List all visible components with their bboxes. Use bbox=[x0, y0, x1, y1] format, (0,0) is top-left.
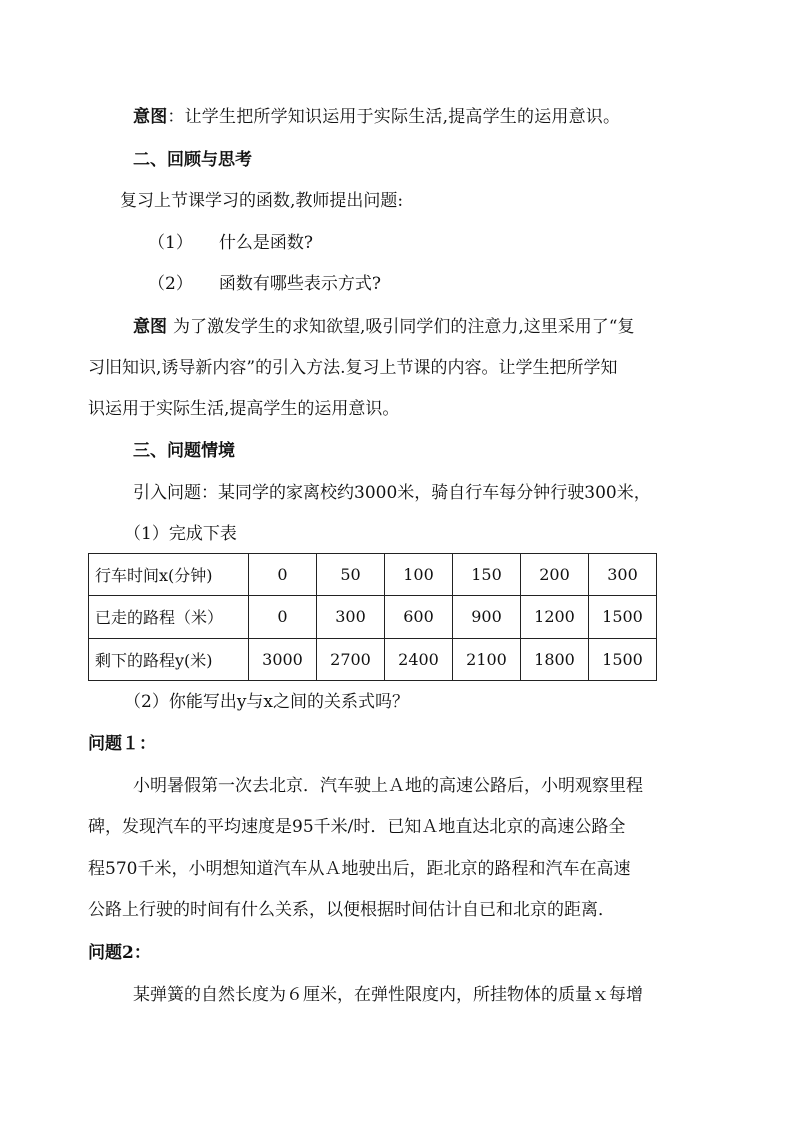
table-cell: 2400 bbox=[385, 638, 453, 680]
table-row-header: 行车时间x(分钟) bbox=[89, 554, 249, 596]
table-cell: 3000 bbox=[249, 638, 317, 680]
table-cell: 300 bbox=[589, 554, 657, 596]
table-row-header: 剩下的路程y(米) bbox=[89, 638, 249, 680]
table-cell: 200 bbox=[521, 554, 589, 596]
review-intro: 复习上节课学习的函数,教师提出问题: bbox=[120, 191, 404, 211]
table-cell: 150 bbox=[453, 554, 521, 596]
intent-paragraph-2-line-3: 识运用于实际生活,提高学生的运用意识。 bbox=[88, 399, 400, 419]
review-item-1 bbox=[148, 233, 313, 253]
table-row bbox=[89, 638, 657, 680]
review-item-number: （2） bbox=[148, 274, 193, 294]
problem-1-line-3: 程570千米，小明想知道汽车从Ａ地驶出后，距北京的路程和汽车在高速 bbox=[88, 859, 631, 879]
review-item-number: （1） bbox=[148, 233, 193, 253]
table-cell: 1800 bbox=[521, 638, 589, 680]
review-item-2 bbox=[148, 274, 381, 294]
table-row bbox=[89, 596, 657, 638]
table-cell: 1500 bbox=[589, 596, 657, 638]
intent-label: 意图 bbox=[133, 107, 168, 127]
review-item-text: 什么是函数? bbox=[218, 233, 313, 253]
table-cell: 600 bbox=[385, 596, 453, 638]
problem-1-title: 问题１： bbox=[88, 734, 156, 754]
table-cell: 1500 bbox=[589, 638, 657, 680]
review-item-text: 函数有哪些表示方式? bbox=[218, 274, 381, 294]
section-heading-problem: 三、问题情境 bbox=[133, 441, 235, 461]
table-cell: 2700 bbox=[317, 638, 385, 680]
problem-2-line-1: 某弹簧的自然长度为６厘米，在弹性限度内，所挂物体的质量ｘ每增 bbox=[133, 985, 643, 1005]
intro-problem-text: 引入问题：某同学的家离校约3000米，骑自行车每分钟行驶300米， bbox=[133, 483, 651, 503]
problem-1-line-1: 小明暑假第一次去北京．汽车驶上Ａ地的高速公路后，小明观察里程 bbox=[133, 776, 643, 796]
table-cell: 1200 bbox=[521, 596, 589, 638]
table-cell: 300 bbox=[317, 596, 385, 638]
problem-2-title: 问题2： bbox=[88, 943, 151, 963]
table-row-header: 已走的路程（米） bbox=[89, 596, 249, 638]
table-row bbox=[89, 554, 657, 596]
table-cell: 100 bbox=[385, 554, 453, 596]
distance-table bbox=[88, 553, 657, 681]
table-cell: 50 bbox=[317, 554, 385, 596]
intent-text: ：让学生把所学知识运用于实际生活,提高学生的运用意识。 bbox=[167, 107, 621, 127]
problem-1-line-2: 碑，发现汽车的平均速度是95千米/时．已知Ａ地直达北京的高速公路全 bbox=[88, 817, 626, 837]
table-cell: 0 bbox=[249, 554, 317, 596]
intent-label: 意图 bbox=[133, 317, 167, 337]
intent-text: 为了激发学生的求知欲望,吸引同学们的注意力,这里采用了“复 bbox=[173, 317, 635, 337]
table-cell: 0 bbox=[249, 596, 317, 638]
problem-1-line-4: 公路上行驶的时间有什么关系，以便根据时间估计自已和北京的距离． bbox=[88, 900, 615, 920]
table-cell: 900 bbox=[453, 596, 521, 638]
intent-paragraph-2-line-2: 习旧知识,诱导新内容”的引入方法.复习上节课的内容。让学生把所学知 bbox=[88, 358, 618, 378]
task-2: （2）你能写出y与x之间的关系式吗？ bbox=[124, 692, 410, 712]
section-heading-review: 二、回顾与思考 bbox=[133, 150, 252, 170]
table-cell: 2100 bbox=[453, 638, 521, 680]
intent-paragraph-2-line-1 bbox=[133, 317, 635, 337]
intent-paragraph-1 bbox=[133, 107, 620, 127]
task-1: （1）完成下表 bbox=[124, 524, 237, 544]
